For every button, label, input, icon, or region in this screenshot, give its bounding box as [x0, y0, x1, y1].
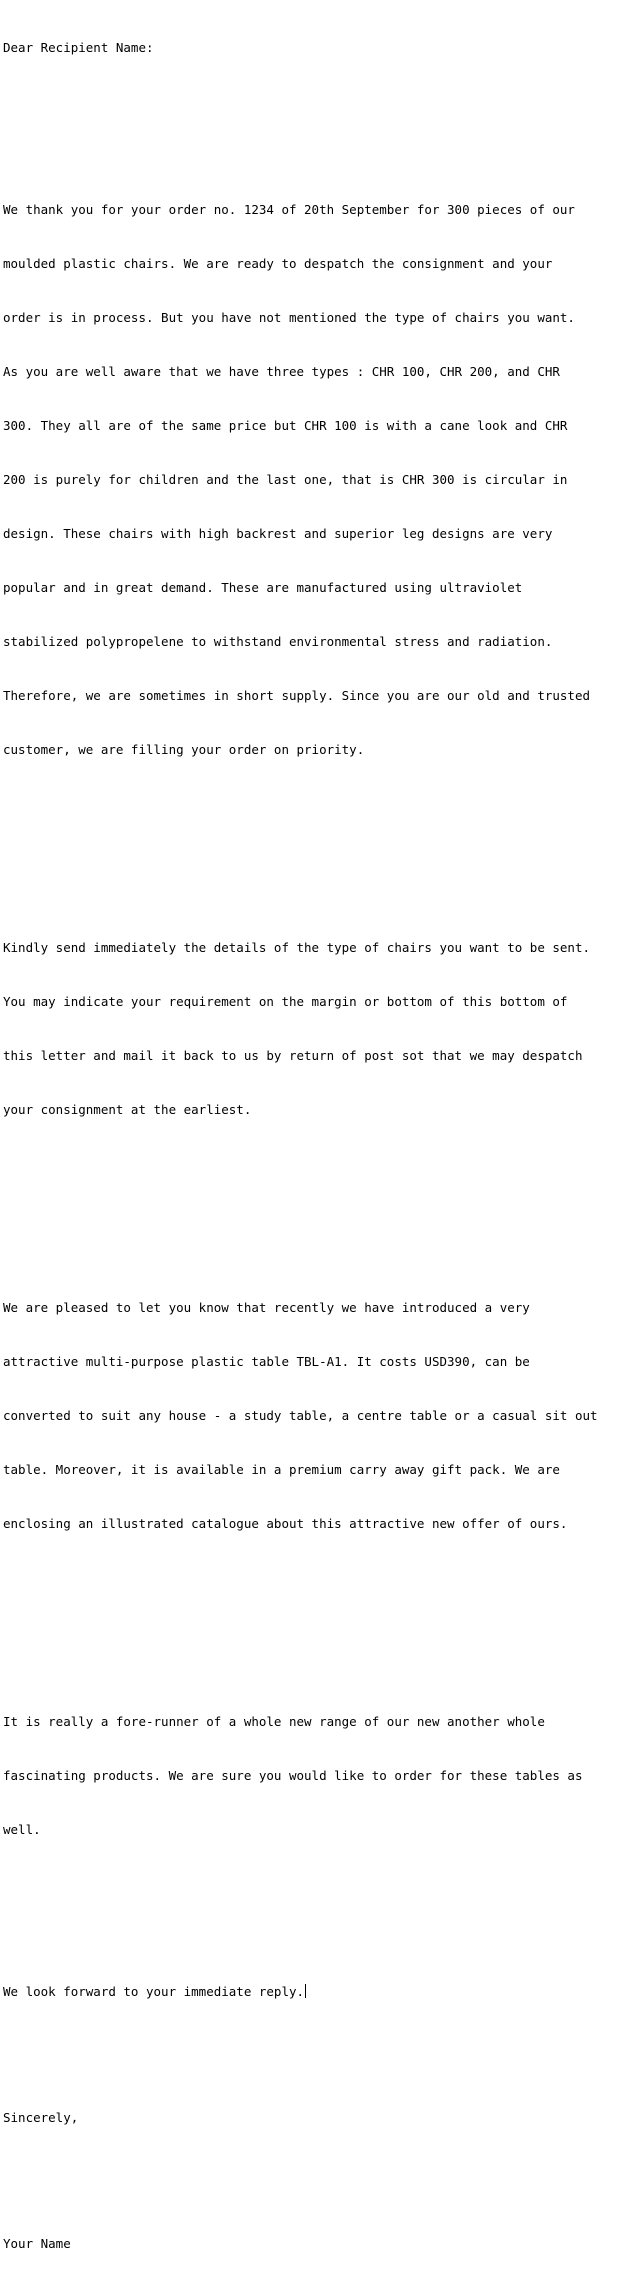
text-line: converted to suit any house - a study table, a centre table or a casual sit out — [3, 1408, 598, 1423]
text-line: Kindly send immediately the details of the type of chairs you want to be sent. — [3, 940, 590, 955]
text-line: this letter and mail it back to us by return of post sot that we may despatch — [3, 1048, 583, 1063]
text-line: moulded plastic chairs. We are ready to despatch the consignment and your — [3, 256, 553, 271]
paragraph-new-product — [3, 1263, 639, 1569]
text-line: fascinating products. We are sure you would like to order for these tables as — [3, 1768, 583, 1783]
text-caret — [305, 1984, 306, 1998]
text-line: 200 is purely for children and the last one, that is CHR 300 is circular in — [3, 472, 568, 487]
text-line: customer, we are filling your order on priority. — [3, 742, 365, 757]
blank-line — [3, 2037, 639, 2055]
blank-line — [3, 1911, 639, 1929]
letter-document[interactable] — [3, 0, 639, 2251]
paragraph-forerunner — [3, 1677, 639, 1875]
blank-line — [3, 1605, 639, 1623]
text-line: Therefore, we are sometimes in short supply. Since you are our old and trusted — [3, 688, 590, 703]
text-line: enclosing an illustrated catalogue about this attractive new offer of ours. — [3, 1516, 568, 1531]
text-line: design. These chairs with high backrest and superior leg designs are very — [3, 526, 553, 541]
blank-line — [3, 1191, 639, 1209]
signature: Your Name — [3, 2236, 71, 2251]
text-line: We thank you for your order no. 1234 of 20th September for 300 pieces of our — [3, 202, 575, 217]
paragraph-request-details — [3, 903, 639, 1155]
text-line: It is really a fore-runner of a whole new range of our new another whole — [3, 1714, 545, 1729]
text-line: popular and in great demand. These are manufactured using ultraviolet — [3, 580, 523, 595]
salutation: Dear Recipient Name: — [3, 40, 154, 55]
paragraph-closing-request — [3, 1983, 639, 2001]
blank-line — [3, 2163, 639, 2181]
text-line: We look forward to your immediate reply. — [3, 1984, 305, 1999]
closing: Sincerely, — [3, 2110, 79, 2125]
text-line: your consignment at the earliest. — [3, 1102, 252, 1117]
paragraph-order-details — [3, 165, 639, 795]
text-line: We are pleased to let you know that recently we have introduced a very — [3, 1300, 530, 1315]
text-line: stabilized polypropelene to withstand environmental stress and radiation. — [3, 634, 553, 649]
text-line: attractive multi-purpose plastic table TBL-A1. It costs USD390, can be — [3, 1354, 530, 1369]
text-line: order is in process. But you have not mentioned the type of chairs you want. — [3, 310, 575, 325]
blank-line — [3, 831, 639, 849]
text-line: You may indicate your requirement on the margin or bottom of this bottom of — [3, 994, 568, 1009]
text-line: As you are well aware that we have three types : CHR 100, CHR 200, and CHR — [3, 364, 560, 379]
text-line: well. — [3, 1822, 41, 1837]
text-line: 300. They all are of the same price but CHR 100 is with a cane look and CHR — [3, 418, 568, 433]
blank-line — [3, 93, 639, 111]
text-line: table. Moreover, it is available in a premium carry away gift pack. We are — [3, 1462, 560, 1477]
